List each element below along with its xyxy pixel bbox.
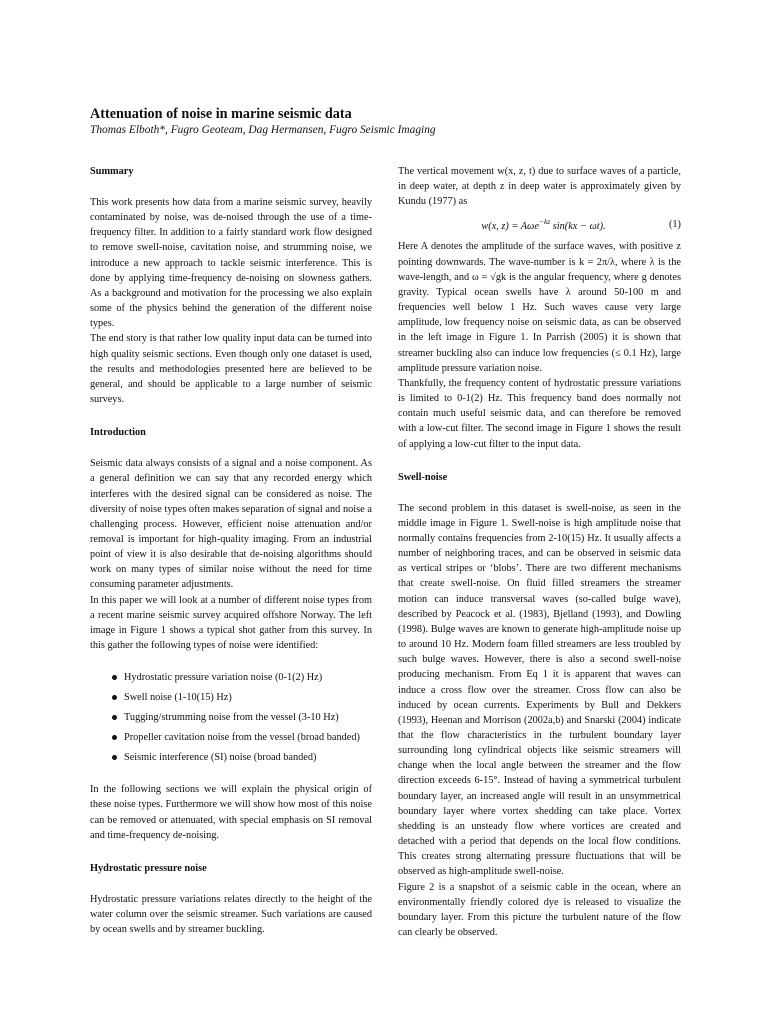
list-item [112, 670, 372, 685]
hydrostatic-paragraph-1: Hydrostatic pressure variations relates directly to the height of the water column over the seismic streamer. Such variations are caused by ocean swells and by streamer buckling. [90, 893, 372, 936]
equation-1 [398, 215, 681, 233]
bullet-icon [112, 735, 117, 740]
list-item [112, 710, 372, 725]
introduction-paragraph-1: Seismic data always consists of a signal and a noise component. As a general definition we can say that any recorded energy which interferes with the desired signal can be considered as noise. The diversity of noise types often makes separation of signal and noise a challenging process. However, efficient noise attenuation and/or removal is important for high-quality imaging. From an industrial point of view it is also desirable that de-noising algorithms should work on many types of similar noise without the need for time consuming parameter adjustments. [90, 458, 372, 591]
noise-types-list [90, 670, 372, 765]
bullet-icon [112, 755, 117, 760]
introduction-paragraph-3: In the following sections we will explain the physical origin of these noise types. Furthermore we will show how most of this noise can be removed or attenuated, with special emphasis on SI removal and time-frequency de-noising. [90, 784, 372, 841]
bullet-icon [112, 695, 117, 700]
equation-rhs: sin(kx − ωt). [550, 221, 606, 233]
noise-type-label: Tugging/strumming noise from the vessel (3-10 Hz) [124, 712, 339, 724]
bullet-icon [112, 675, 117, 680]
swell-noise-heading: Swell-noise [398, 471, 448, 483]
bullet-icon [112, 715, 117, 720]
left-column [90, 164, 372, 937]
summary-paragraph-2: The end story is that rather low quality input data can be turned into high quality seismic sections. Even though only one dataset is used, the results and methodologies presented here are believed to be general, and should be applicable to a large number of seismic surveys. [90, 333, 372, 406]
wave-paragraph-1: The vertical movement w(x, z, t) due to surface waves of a particle, in deep water, at depth z in deep water is approximately given by Kundu (1977) as [398, 166, 681, 208]
paper-authors: Thomas Elboth*, Fugro Geoteam, Dag Hermansen, Fugro Seismic Imaging [90, 124, 436, 136]
equation-lhs: w(x, z) = Aωe [481, 221, 539, 233]
noise-type-label: Seismic interference (SI) noise (broad banded) [124, 752, 317, 764]
right-column [398, 164, 681, 940]
list-item [112, 750, 372, 765]
summary-paragraph-1: This work presents how data from a marine seismic survey, heavily contaminated by noise, was de-noised through the use of a time-frequency filter. In addition to a fairly standard work flow designed to remove swell-noise, cavitation noise, and strumming noise, we introduce a new approach to tackle seismic interference. This is done by applying time-frequency de-noising on slowness gathers. As a background and motivation for the processing we also explain some of the physics behind the generation of the different noise types. [90, 197, 372, 330]
swell-paragraph-1: The second problem in this dataset is swell-noise, as seen in the middle image in Figure 1. Swell-noise is high amplitude noise that normally contains frequencies from 2-10(15) Hz. It usually affects a number of neighboring traces, and can be observed in seismic data as vertical stripes or ‘blobs’. There are two different mechanisms that create swell-noise. On fluid filled streamers the streamer motion can induce transversal waves (so-called bulge wave), described by Peacock et al. (1983), Bjelland (1993), and Dowling (1998). Bulge waves are known to generate high-amplitude noise up to around 10 Hz. Modern foam filled streamers are less troubled by such bulge waves. However, there is also a second swell-noise producing mechanism. From Eq 1 it is apparent that waves can induce a cross flow over the streamer. Cross flow can also be induced by ocean currents. Experiments by Bull and Dekkers (1993), Heenan and Morrison (2002a,b) and Snarski (2004) indicate that the flow characteristics in the turbulent boundary layer surrounding long cylindrical objects like seismic streamers will change when the local angle between the streamer and the flow direction exceeds 6-15°. Instead of having a symmetrical turbulent boundary layer, an increased angle will result in an unsymmetrical boundary layer where vortex shedding can take place. Vortex shedding is an unsteady flow where vortices are created and detached with a period that depends on the local flow conditions. This creates strong alternating pressure fluctuations that will be observed as high-amplitude swell-noise. [398, 502, 681, 878]
equation-expression [398, 214, 659, 234]
equation-exponent: −kz [538, 217, 551, 227]
noise-type-label: Hydrostatic pressure variation noise (0-1(2) Hz) [124, 672, 323, 684]
noise-type-label: Swell noise (1-10(15) Hz) [124, 692, 232, 704]
noise-type-label: Propeller cavitation noise from the vessel (broad banded) [124, 732, 360, 744]
swell-paragraph-2: Figure 2 is a snapshot of a seismic cable in the ocean, where an environmentally friendly colored dye is released to visualize the boundary layer. From this picture the turbulent nature of the flow can clearly be observed. [398, 881, 681, 939]
introduction-heading: Introduction [90, 427, 146, 439]
equation-number: (1) [668, 218, 681, 230]
hydrostatic-heading: Hydrostatic pressure noise [90, 862, 207, 874]
summary-heading: Summary [90, 166, 134, 177]
wave-paragraph-3: Thankfully, the frequency content of hydrostatic pressure variations is limited to 0-1(2) Hz. This frequency band does normally not contain much useful seismic data, and can therefore be removed with a low-cut filter. The second image in Figure 1 shows the result of applying a low-cut filter to the input data. [398, 377, 681, 450]
introduction-paragraph-2: In this paper we will look at a number of different noise types from a recent marine seismic survey acquired offshore Norway. The left image in Figure 1 shows a typical shot gather from this survey. In this gather the following types of noise were identified: [90, 594, 372, 652]
paper-title: Attenuation of noise in marine seismic data [90, 106, 352, 122]
list-item [112, 690, 372, 705]
wave-paragraph-2: Here A denotes the amplitude of the surface waves, with positive z pointing downwards. The wave-number is k = 2π/λ, where λ is the wave-length, and ω = √gk is the angular frequency, where g denotes gravity. Typical ocean swells have λ around 50-100 m and frequencies well below 1 Hz. Such waves cause very large amplitude, low frequency noise on seismic data, as can be observed in the left image in Figure 1. In Parrish (2005) it is shown that streamer buckling also can induce low frequencies (≤ 0.1 Hz), large amplitude pressure variation noise. [398, 241, 681, 374]
list-item [112, 730, 372, 745]
